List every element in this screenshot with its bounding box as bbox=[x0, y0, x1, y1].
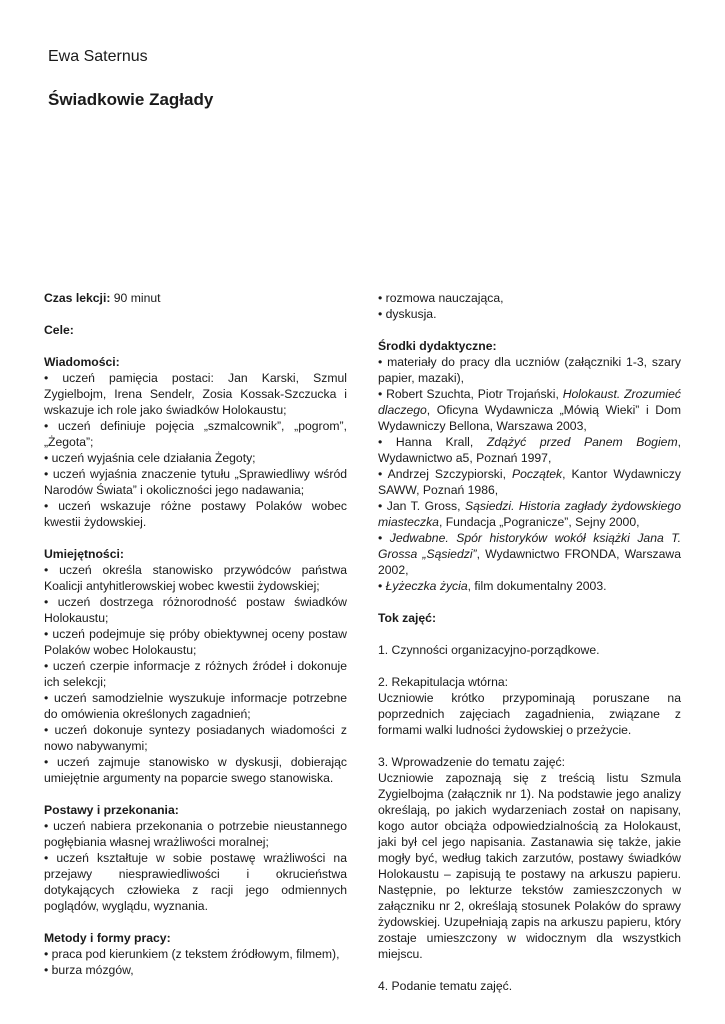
list-item: • Hanna Krall, Zdążyć przed Panem Bogiem, Wydawnictwo a5, Poznań 1997, bbox=[378, 435, 681, 465]
list-item: • uczeń nabiera przekonania o potrzebie nieustannego pogłębiania własnej wrażliwości moralnej; bbox=[44, 819, 347, 849]
attitudes-list bbox=[44, 818, 347, 914]
list-item: • dyskusja. bbox=[378, 307, 437, 321]
list-item: • materiały do pracy dla uczniów (załączniki 1-3, szary papier, mazaki), bbox=[378, 355, 681, 385]
list-item: • rozmowa nauczająca, bbox=[378, 291, 504, 305]
list-item: • Jan T. Gross, Sąsiedzi. Historia zagłady żydowskiego miasteczka, Fundacja „Pogranicze”, Sejny 2000, bbox=[378, 499, 681, 529]
course-heading: Tok zajęć: bbox=[378, 611, 437, 625]
step-4: 4. Podanie tematu zajęć. bbox=[378, 979, 513, 993]
methods-heading: Metody i formy pracy: bbox=[44, 931, 171, 945]
skills-list bbox=[44, 562, 347, 786]
attitudes-heading: Postawy i przekonania: bbox=[44, 803, 179, 817]
list-item: • Andrzej Szczypiorski, Początek, Kantor Wydawniczy SAWW, Poznań 1986, bbox=[378, 467, 681, 497]
list-item: • uczeń samodzielnie wyszukuje informacje potrzebne do omówienia określonych zagadnień; bbox=[44, 691, 347, 721]
list-item: • uczeń dostrzega różnorodność postaw świadków Holokaustu; bbox=[44, 595, 347, 625]
knowledge-heading: Wiadomości: bbox=[44, 355, 120, 369]
list-item: • uczeń definiuje pojęcia „szmalcownik”, „pogrom”, „Żegota”; bbox=[44, 419, 347, 449]
teaching-aids-list bbox=[378, 354, 681, 594]
list-item: • uczeń pamięcia postaci: Jan Karski, Szmul Zygielbojm, Irena Sendelr, Zosia Kossak-Szczucka i wskazuje ich role jako świadków Holokaustu; bbox=[44, 371, 347, 417]
list-item: • Robert Szuchta, Piotr Trojański, Holokaust. Zrozumieć dlaczego, Oficyna Wydawnicza „Mówią Wieki” i Dom Wydawniczy Bellona, Warszawa 2003, bbox=[378, 387, 681, 433]
step-2-text: Uczniowie krótko przypominają poruszane na poprzednich zajęciach zagadnienia, związane z formami walki ludności żydowskiej o przeżycie. bbox=[378, 691, 681, 737]
list-item: • uczeń określa stanowisko przywódców państwa Koalicji antyhitlerowskiej wobec kwestii żydowskiej; bbox=[44, 563, 347, 593]
knowledge-list bbox=[44, 370, 347, 530]
list-item: • Jedwabne. Spór historyków wokół książki Jana T. Grossa „Sąsiedzi”, Wydawnictwo FRONDA, Warszawa 2002, bbox=[378, 531, 681, 577]
step-1: 1. Czynności organizacyjno-porządkowe. bbox=[378, 643, 600, 657]
duration-label: Czas lekcji: bbox=[44, 291, 111, 305]
list-item: • uczeń zajmuje stanowisko w dyskusji, dobierając umiejętnie argumenty na poparcie swego stanowiska. bbox=[44, 755, 347, 785]
skills-heading: Umiejętności: bbox=[44, 547, 124, 561]
step-2-title: 2. Rekapitulacja wtórna: bbox=[378, 675, 509, 689]
methods-list bbox=[44, 946, 347, 978]
step-3-title: 3. Wprowadzenie do tematu zajęć: bbox=[378, 755, 565, 769]
teaching-aids-heading: Środki dydaktyczne: bbox=[378, 339, 497, 353]
document-title: Świadkowie Zagłady bbox=[48, 90, 214, 109]
list-item: • burza mózgów, bbox=[44, 963, 134, 977]
list-item: • Łyżeczka życia, film dokumentalny 2003. bbox=[378, 579, 607, 593]
goals-heading: Cele: bbox=[44, 323, 74, 337]
list-item: • uczeń podejmuje się próby obiektywnej oceny postaw Polaków wobec Holokaustu; bbox=[44, 627, 347, 657]
list-item: • uczeń wyjaśnia cele działania Żegoty; bbox=[44, 451, 256, 465]
list-item: • uczeń dokonuje syntezy posiadanych wiadomości z nowo nabywanymi; bbox=[44, 723, 347, 753]
right-column bbox=[378, 290, 681, 994]
duration-value: 90 minut bbox=[110, 291, 161, 305]
list-item: • uczeń czerpie informacje z różnych źródeł i dokonuje ich selekcji; bbox=[44, 659, 347, 689]
left-column bbox=[44, 290, 347, 978]
list-item: • uczeń kształtuje w sobie postawę wrażliwości na przejawy niesprawiedliwości i okrucieństwa dotykających człowieka z racji jego odmiennych poglądów, wyglądu, wyznania. bbox=[44, 851, 347, 913]
list-item: • uczeń wskazuje różne postawy Polaków wobec kwestii żydowskiej. bbox=[44, 499, 347, 529]
methods-list-continued bbox=[378, 290, 681, 322]
step-3-text: Uczniowie zapoznają się z treścią listu Szmula Zygielbojma (załącznik nr 1). Na podstawie jego analizy określają, po jakich wydarzeniach został on napisany, kogo autor obciąża odpowiedzialnością za Holokaust, jaki był cel jego napisania. Zastanawia się także, jakie mogły być, według takich zarzutów, postawy świadków Holokaustu – zapisują te postawy na arkuszu papieru. Następnie, po lekturze tekstów zamieszczonych w załączniku nr 2, określają stosunek Polaków do sprawy żydowskiej. Uzupełniają zapis na arkuszu papieru, który zostaje umieszczony w widocznym dla wszystkich miejscu. bbox=[378, 771, 681, 961]
author-name: Ewa Saternus bbox=[48, 48, 148, 65]
lesson-duration bbox=[44, 290, 347, 306]
list-item: • praca pod kierunkiem (z tekstem źródłowym, filmem), bbox=[44, 947, 340, 961]
list-item: • uczeń wyjaśnia znaczenie tytułu „Sprawiedliwy wśród Narodów Świata” i okoliczności jego nadawania; bbox=[44, 467, 347, 497]
